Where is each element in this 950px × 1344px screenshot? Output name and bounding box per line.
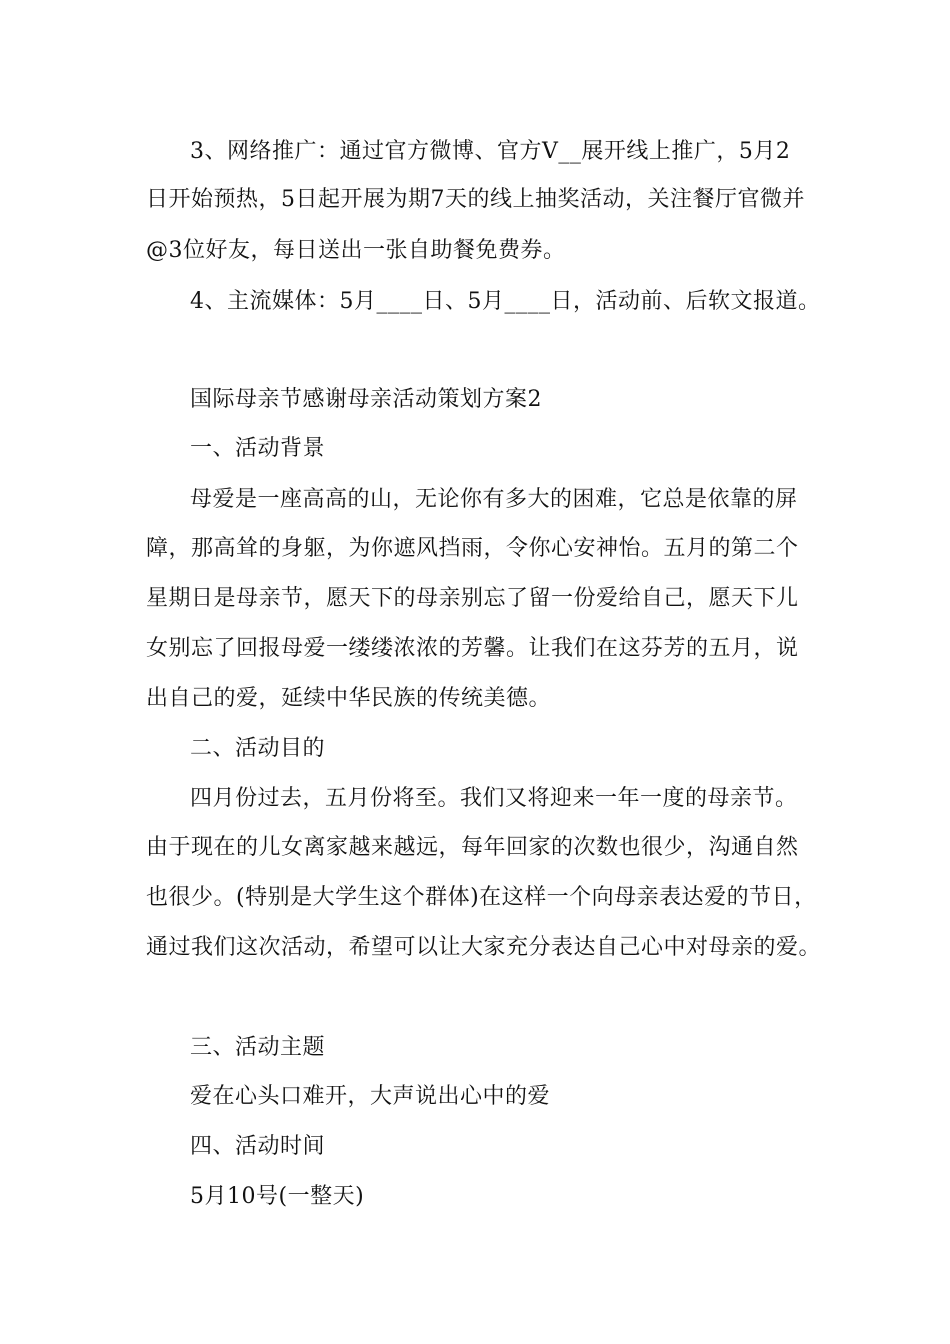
section-heading: 二、活动目的 [190, 736, 326, 761]
paragraph-line: 4、主流媒体：5月____日、5月____日，活动前、后软文报道。 [190, 289, 821, 314]
paragraph-line: 爱在心头口难开，大声说出心中的爱 [190, 1084, 551, 1109]
section-heading: 三、活动主题 [190, 1035, 326, 1060]
paragraph-line: 日开始预热，5日起开展为期7天的线上抽奖活动，关注餐厅官微并 [146, 187, 805, 212]
paragraph-line: 障，那高耸的身躯，为你遮风挡雨，令你心安神怡。五月的第二个 [146, 536, 799, 561]
paragraph-line: @3位好友，每日送出一张自助餐免费券。 [146, 238, 566, 263]
section-heading: 一、活动背景 [190, 436, 326, 461]
paragraph-line: 通过我们这次活动，希望可以让大家充分表达自己心中对母亲的爱。 [146, 935, 822, 960]
paragraph-line: 5月10号(一整天) [190, 1184, 365, 1209]
section-title: 国际母亲节感谢母亲活动策划方案2 [190, 387, 542, 412]
paragraph-line: 母爱是一座高高的山，无论你有多大的困难，它总是依靠的屏 [190, 487, 798, 512]
paragraph-line: 星期日是母亲节，愿天下的母亲别忘了留一份爱给自己，愿天下儿 [146, 586, 799, 611]
paragraph-line: 四月份过去，五月份将至。我们又将迎来一年一度的母亲节。 [190, 786, 798, 811]
paragraph-line: 3、网络推广：通过官方微博、官方V__展开线上推广，5月2 [190, 139, 791, 164]
paragraph-line: 出自己的爱，延续中华民族的传统美德。 [146, 686, 552, 711]
paragraph-line: 也很少。(特别是大学生这个群体)在这样一个向母亲表达爱的节日， [146, 885, 817, 910]
paragraph-line: 由于现在的儿女离家越来越远，每年回家的次数也很少，沟通自然 [146, 835, 799, 860]
paragraph-line: 女别忘了回报母爱一缕缕浓浓的芳馨。让我们在这芬芳的五月，说 [146, 636, 799, 661]
section-heading: 四、活动时间 [190, 1134, 326, 1159]
